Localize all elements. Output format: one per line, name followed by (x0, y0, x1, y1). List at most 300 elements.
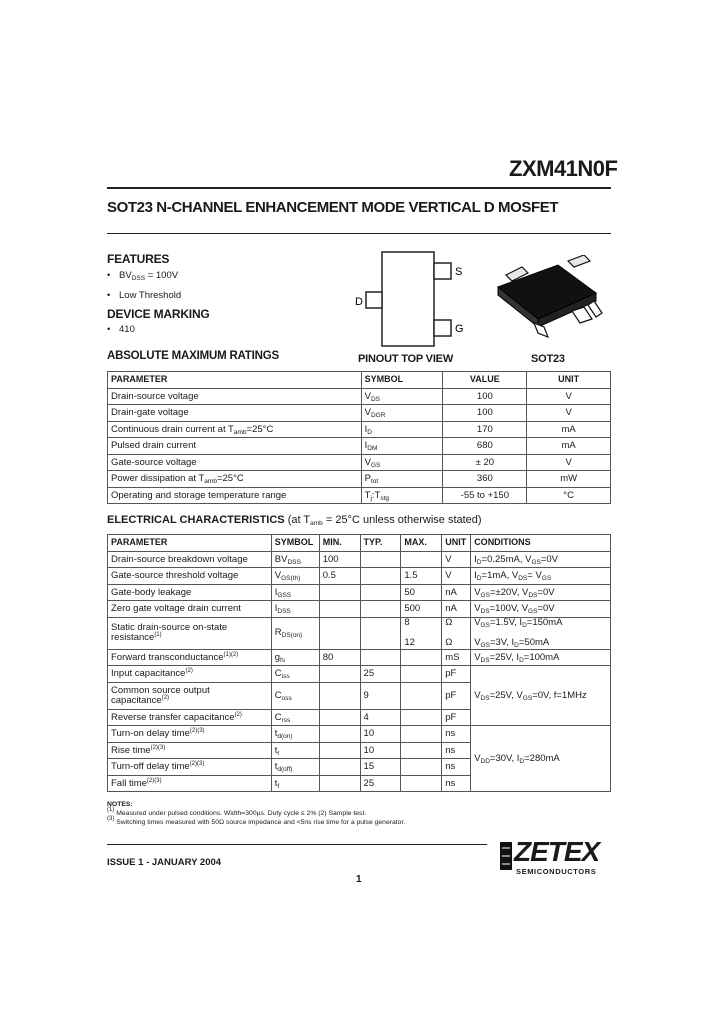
col-parameter: PARAMETER (108, 372, 362, 389)
text-fragment: =25V, V (489, 689, 523, 701)
table-cell (471, 666, 611, 726)
column-header: SYMBOL (271, 535, 319, 552)
text-fragment: (2)(3) (146, 777, 162, 784)
table-cell (319, 601, 360, 618)
text-fragment: DS (480, 694, 490, 702)
text-fragment: (1) (107, 807, 115, 813)
text-fragment: 410 (119, 324, 135, 335)
table-cell (271, 601, 319, 618)
table-cell: °C (527, 487, 611, 504)
text-fragment: DS(on) (281, 632, 303, 640)
table-cell (319, 726, 360, 743)
table-cell (401, 617, 442, 649)
table-cell: Drain-source voltage (108, 388, 362, 405)
table-cell: 15 (360, 759, 401, 776)
table-cell: mW (527, 471, 611, 488)
pin-g-label: G (455, 323, 464, 335)
pinout-diagram (350, 250, 475, 350)
table-cell: 10 (360, 726, 401, 743)
table-cell: 100 (319, 551, 360, 568)
table-cell: 1.5 (401, 568, 442, 585)
table-cell: 4 (360, 709, 401, 726)
text-fragment: D (476, 558, 482, 566)
text-fragment: GS (480, 622, 490, 629)
text-fragment: =0.25mA, V (481, 553, 532, 565)
text-fragment: oss (281, 694, 292, 702)
abs-max-table (107, 371, 611, 504)
table-cell (360, 617, 401, 649)
text-fragment: D (367, 428, 372, 436)
pin-g-lead (434, 320, 451, 336)
table-row (108, 388, 611, 405)
text-fragment: GS(th) (281, 575, 301, 582)
text-fragment: Ω (445, 637, 453, 648)
title-rule (107, 233, 611, 234)
features-heading: FEATURES (107, 252, 170, 266)
table-cell (271, 709, 319, 726)
table-cell: Zero gate voltage drain current (108, 601, 272, 618)
table-row (108, 649, 611, 666)
table-cell (361, 405, 443, 422)
table-cell (471, 601, 611, 618)
notes-heading: NOTES: (107, 801, 133, 808)
text-fragment: V (474, 617, 481, 628)
table-cell: 9 (360, 682, 401, 709)
text-fragment: = 25°C unless otherwise stated) (322, 514, 482, 526)
table-cell (271, 649, 319, 666)
table-cell: 0.5 (319, 568, 360, 585)
table-cell (471, 649, 611, 666)
table-cell (401, 775, 442, 792)
text-fragment: V (474, 603, 481, 614)
text-fragment: = V (527, 570, 542, 581)
logo-subtitle: SEMICONDUCTORS (516, 867, 597, 876)
abs-max-heading: ABSOLUTE MAXIMUM RATINGS (107, 350, 279, 362)
text-fragment: V (474, 586, 481, 598)
text-fragment: D (514, 642, 519, 649)
text-fragment: amb (233, 428, 247, 436)
text-fragment: D (519, 757, 525, 765)
table-cell (271, 726, 319, 743)
text-fragment: capacitance (111, 694, 162, 706)
text-fragment: 8 (404, 617, 410, 628)
text-fragment: DS (480, 656, 490, 664)
text-fragment: amb (204, 478, 217, 485)
text-fragment: C (274, 689, 282, 701)
text-fragment: DSS (131, 275, 146, 282)
table-cell (401, 759, 442, 776)
table-cell: mA (527, 438, 611, 455)
text-fragment: I (274, 603, 278, 614)
package-caption: SOT23 (531, 353, 565, 365)
table-cell: 80 (319, 649, 360, 666)
table-cell: Pulsed drain current (108, 438, 362, 455)
table-cell: Operating and storage temperature range (108, 487, 362, 504)
text-fragment: BV (119, 270, 132, 281)
text-fragment: Turn-off delay time (111, 761, 190, 772)
column-header: MAX. (401, 535, 442, 552)
pin-d-lead (366, 292, 382, 308)
table-cell (401, 709, 442, 726)
table-cell: 170 (443, 421, 527, 438)
table-cell (108, 742, 272, 759)
text-fragment: =25°C (216, 473, 244, 484)
top-rule (107, 187, 611, 189)
table-row (108, 487, 611, 504)
text-fragment: V (364, 390, 371, 402)
table-cell (108, 421, 362, 438)
table-row (108, 471, 611, 488)
text-fragment: =0V (537, 586, 555, 598)
text-fragment: DGR (370, 412, 386, 419)
table-cell: V (527, 405, 611, 422)
text-fragment: (at T (284, 514, 311, 526)
text-fragment: (3) (107, 816, 115, 822)
table-row (108, 421, 611, 438)
table-row (108, 551, 611, 568)
device-marking-value: • 410 (107, 324, 135, 335)
device-marking-heading: DEVICE MARKING (107, 307, 210, 321)
text-fragment: Common source output (111, 684, 210, 696)
pin-s-lead (434, 263, 451, 279)
text-fragment: =30V, I (489, 752, 520, 764)
text-fragment: tot (370, 478, 379, 485)
text-fragment: GS (480, 591, 490, 599)
table-cell (361, 438, 443, 455)
text-fragment: =150mA (526, 617, 563, 628)
text-fragment: stg (380, 494, 390, 502)
text-fragment: V (474, 637, 481, 648)
text-fragment: Ω (445, 617, 453, 628)
table-cell: 360 (443, 471, 527, 488)
table-cell (401, 666, 442, 683)
text-fragment: GS (370, 461, 381, 469)
text-fragment: t (274, 744, 278, 756)
col-value: VALUE (443, 372, 527, 389)
table-cell (360, 551, 401, 568)
table-cell (108, 709, 272, 726)
table-cell (271, 682, 319, 709)
table-cell (271, 584, 319, 601)
table-cell: Drain-gate voltage (108, 405, 362, 422)
table-cell (319, 666, 360, 683)
text-fragment: DSS (287, 558, 301, 566)
text-fragment: iss (281, 673, 290, 680)
text-fragment: P (364, 473, 371, 484)
table-cell (108, 682, 272, 709)
table-cell (401, 682, 442, 709)
table-cell: ns (442, 759, 471, 776)
text-fragment: DS (518, 575, 528, 582)
column-header: TYP. (360, 535, 401, 552)
table-header-row (108, 535, 611, 552)
table-cell (471, 726, 611, 792)
table-cell (361, 421, 443, 438)
table-row (108, 405, 611, 422)
text-fragment: D (522, 622, 527, 629)
table-cell (319, 742, 360, 759)
table-cell (108, 617, 272, 649)
table-cell (319, 759, 360, 776)
note-1 (107, 809, 405, 818)
table-row (108, 617, 611, 649)
column-header: UNIT (442, 535, 471, 552)
text-fragment: =50mA (518, 637, 550, 648)
text-fragment: amb (310, 520, 323, 527)
table-cell: pF (442, 682, 471, 709)
text-fragment: =0V, f=1MHz (532, 689, 587, 701)
text-fragment: GS (541, 575, 552, 582)
table-cell (361, 454, 443, 471)
table-cell: 100 (443, 405, 527, 422)
table-cell (108, 666, 272, 683)
table-cell (471, 617, 611, 649)
table-cell (442, 617, 471, 649)
text-fragment: j (370, 494, 372, 502)
text-fragment: t (274, 761, 278, 772)
text-fragment: C (274, 711, 282, 723)
feature-item-threshold: • Low Threshold (107, 290, 182, 301)
text-fragment: GS (531, 558, 541, 566)
table-cell (360, 568, 401, 585)
note-3 (107, 818, 405, 827)
table-cell: V (442, 551, 471, 568)
text-fragment: =280mA (524, 752, 560, 764)
table-cell (360, 649, 401, 666)
table-cell: ± 20 (443, 454, 527, 471)
text-fragment: V (474, 651, 481, 663)
table-cell (319, 709, 360, 726)
text-fragment: t (274, 777, 278, 789)
column-header: PARAMETER (108, 535, 272, 552)
document-title: SOT23 N-CHANNEL ENHANCEMENT MODE VERTICAL D MOSFET (107, 199, 559, 216)
elec-heading (107, 514, 482, 526)
table-cell: Gate-source voltage (108, 454, 362, 471)
text-fragment: Input capacitance (111, 668, 186, 679)
table-cell (108, 649, 272, 666)
table-cell (361, 487, 443, 504)
text-fragment: (2) (185, 668, 193, 674)
text-fragment: Continuous drain current at T (111, 423, 234, 435)
table-cell (319, 682, 360, 709)
table-cell: 100 (443, 388, 527, 405)
text-fragment: Measured under pulsed conditions. Width=300µs. Duty cycle ≤ 2% (2) Sample test. (114, 810, 367, 817)
text-fragment: Power dissipation at T (111, 473, 205, 484)
text-fragment: Fall time (111, 777, 147, 789)
text-fragment: Rise time (111, 744, 151, 756)
text-fragment: (2)(3) (189, 728, 205, 734)
table-cell: 50 (401, 584, 442, 601)
text-fragment: GSS (277, 591, 292, 599)
text-fragment: GS (480, 642, 490, 649)
text-fragment: Turn-on delay time (111, 728, 190, 739)
text-fragment: d(off) (277, 766, 293, 773)
text-fragment: =±20V, V (489, 586, 529, 598)
text-fragment: D (519, 656, 524, 664)
table-cell: V (442, 568, 471, 585)
notes (107, 800, 405, 827)
text-fragment: DS (480, 608, 490, 615)
package-outline (382, 252, 434, 346)
table-cell (108, 775, 272, 792)
col-unit: UNIT (527, 372, 611, 389)
table-cell: 680 (443, 438, 527, 455)
text-fragment: resistance (111, 632, 155, 643)
table-cell (401, 649, 442, 666)
table-cell (271, 666, 319, 683)
table-cell: ns (442, 775, 471, 792)
table-row (108, 601, 611, 618)
table-cell: Gate-source threshold voltage (108, 568, 272, 585)
text-fragment: (2) (161, 694, 170, 701)
table-cell (271, 617, 319, 649)
table-header-row (108, 372, 611, 389)
table-cell: pF (442, 666, 471, 683)
table-cell (271, 775, 319, 792)
pin-d-label: D (355, 296, 363, 308)
table-cell: ns (442, 742, 471, 759)
elec-table (107, 534, 611, 792)
text-fragment: (2)(3) (189, 761, 205, 767)
text-fragment: V (274, 570, 282, 581)
text-fragment: T (364, 489, 371, 501)
text-fragment: (1)(2) (223, 651, 239, 658)
table-row (108, 454, 611, 471)
table-cell: 10 (360, 742, 401, 759)
column-header: MIN. (319, 535, 360, 552)
text-fragment: Low Threshold (119, 290, 182, 301)
table-cell (319, 617, 360, 649)
table-cell: V (527, 454, 611, 471)
text-fragment: I (274, 586, 278, 598)
text-fragment: rss (281, 716, 291, 724)
table-cell (361, 388, 443, 405)
text-fragment: Switching times measured with 50Ω source impedance and <5ns rise time for a pulse generator. (114, 819, 406, 826)
text-fragment: Static drain-source on-state (111, 622, 228, 633)
text-fragment: I (474, 553, 477, 565)
part-number: ZXM41N0F (509, 156, 618, 181)
text-fragment: = 100V (147, 270, 179, 281)
text-fragment: (2) (234, 711, 242, 718)
table-cell (401, 726, 442, 743)
text-fragment: fs (280, 656, 286, 664)
table-cell (471, 568, 611, 585)
table-cell: Gate-body leakage (108, 584, 272, 601)
text-fragment: =3V, I (489, 637, 515, 648)
text-fragment: I (364, 440, 368, 451)
text-fragment: V (474, 689, 481, 701)
text-fragment: DS (528, 591, 538, 599)
table-row (108, 666, 611, 683)
table-cell (271, 742, 319, 759)
table-cell (271, 551, 319, 568)
text-fragment: GS (522, 694, 533, 702)
table-cell: pF (442, 709, 471, 726)
table-cell (471, 584, 611, 601)
text-fragment: =25V, I (489, 651, 520, 663)
text-fragment: d(on) (277, 733, 293, 740)
text-fragment: (2)(3) (150, 744, 166, 751)
text-fragment: V (364, 407, 371, 418)
footer-rule (107, 844, 487, 845)
table-cell: mS (442, 649, 471, 666)
table-cell (471, 551, 611, 568)
table-cell (319, 584, 360, 601)
text-fragment: =1mA, V (481, 570, 519, 581)
table-cell: nA (442, 584, 471, 601)
text-fragment: V (364, 456, 371, 468)
zetex-logo (500, 836, 612, 880)
text-fragment: t (274, 728, 278, 739)
text-fragment: =0V (537, 603, 555, 614)
text-fragment: R (274, 627, 282, 639)
table-cell: ns (442, 726, 471, 743)
table-cell (319, 775, 360, 792)
table-cell (108, 471, 362, 488)
text-fragment: ELECTRICAL CHARACTERISTICS (107, 514, 285, 526)
text-fragment: =100mA (523, 651, 560, 663)
table-cell: -55 to +150 (443, 487, 527, 504)
text-fragment: =25°C (246, 423, 274, 435)
table-cell: 25 (360, 775, 401, 792)
pin-s-label: S (455, 266, 463, 278)
table-cell: mA (527, 421, 611, 438)
col-symbol: SYMBOL (361, 372, 443, 389)
text-fragment: =1.5V, I (489, 617, 523, 628)
table-row (108, 438, 611, 455)
table-cell (108, 759, 272, 776)
table-row (108, 584, 611, 601)
text-fragment: Reverse transfer capacitance (111, 711, 235, 723)
table-cell: 500 (401, 601, 442, 618)
text-fragment: BV (274, 553, 288, 565)
text-fragment: D (476, 575, 482, 582)
text-fragment: =100V, V (489, 603, 529, 614)
table-cell: Drain-source breakdown voltage (108, 551, 272, 568)
text-fragment: DM (367, 445, 378, 452)
logo-mark-icon (500, 842, 514, 872)
text-fragment: DD (480, 757, 490, 765)
text-fragment: DSS (277, 608, 291, 615)
column-header: CONDITIONS (471, 535, 611, 552)
table-cell: 25 (360, 666, 401, 683)
text-fragment: I (364, 423, 368, 435)
text-fragment: 12 (404, 637, 415, 648)
logo-wordmark: ZETEX (514, 836, 600, 867)
table-cell (271, 568, 319, 585)
sot23-package-image (488, 255, 608, 340)
text-fragment: I (474, 570, 477, 581)
text-fragment: r (277, 749, 280, 757)
text-fragment: V (474, 752, 481, 764)
table-cell: nA (442, 601, 471, 618)
text-fragment: f (277, 782, 280, 790)
text-fragment: (1) (154, 632, 162, 638)
feature-item-bvdss: • $BV_{DSS} = 100V$ (107, 270, 179, 282)
text-fragment: =0V (540, 553, 559, 565)
table-row (108, 726, 611, 743)
table-cell (271, 759, 319, 776)
text-fragment: GS (528, 608, 538, 615)
table-cell (108, 726, 272, 743)
table-row (108, 568, 611, 585)
page-number: 1 (356, 874, 362, 885)
table-cell (361, 471, 443, 488)
text-fragment: g (274, 651, 281, 663)
text-fragment: DS (370, 395, 380, 403)
text-fragment: :T (371, 489, 381, 501)
table-cell: V (527, 388, 611, 405)
